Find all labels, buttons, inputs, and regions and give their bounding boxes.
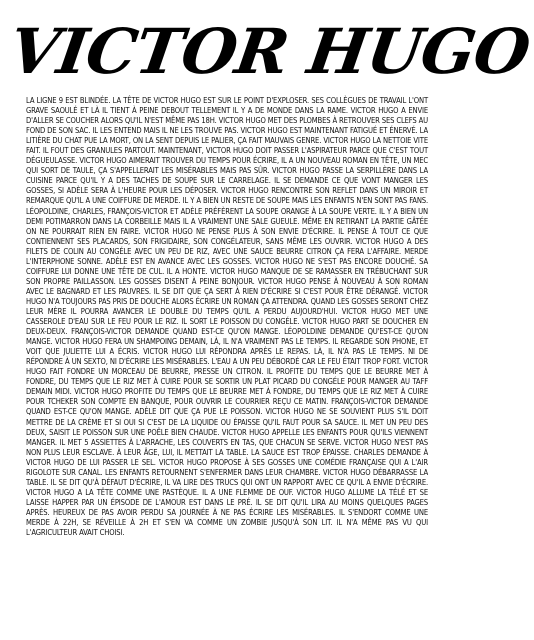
body-block: [26, 96, 428, 628]
document-title: VICTOR HUGO: [4, 15, 534, 88]
title-block: [4, 14, 534, 90]
body-paragraph: LA LIGNE 9 EST BLINDÉE. LA TÊTE DE VICTOR HUGO EST SUR LE POINT D'EXPLOSER. SES COLLÈGUES DE TRAVAIL L'ONT GRAVE SAOULÉ ET LÀ IL TIENT À PEINE DEBOUT TELLEMENT IL Y A DE MONDE DANS LA RAME. VICTOR HUGO A ENVIE D'ALLER SE COUCHER ALORS QU'IL N'EST MÊME PAS 18H. VICTOR HUGO MET DES PLOMBES À RETROUVER SES CLEFS AU FOND DE SON SAC. IL LES ENTEND MAIS IL NE LES TROUVE PAS. VICTOR HUGO EST MAINTENANT FATIGUÉ ET ÉNERVÉ. LA LITIÈRE DU CHAT PUE LA MORT, ON LA SENT DEPUIS LE PALIER, ÇA FAIT MAUVAIS GENRE. VICTOR HUGO LA NETTOIE VITE FAIT. IL FOUT DES GRANULES PARTOUT. MAINTENANT, VICTOR HUGO DOIT PASSER L'ASPIRATEUR PARCE QUE C'EST TOUT DÉGUEULASSE. VICTOR HUGO AIMERAIT TROUVER DU TEMPS POUR ÉCRIRE, IL A UN NOUVEAU ROMAN EN TÊTE, UN MEC QUI SORT DE TAULE, ÇA S'APPELLERAIT LES MISÉRABLES MAIS PAS SÛR. VICTOR HUGO PASSE LA SERPILLÈRE DANS LA CUISINE PARCE QU'IL Y A DES TACHES DE SOUPE SUR LE CARRELAGE. IL SE DEMANDE CE QUE VONT MANGER LES GOSSES, SI ADÈLE SERA À L'HEURE POUR LES DÉPOSER. VICTOR HUGO RENCONTRE SON REFLET DANS UN MIROIR ET REMARQUE QU'IL A UNE COIFFURE DE MERDE. IL Y A BIEN UN RESTE DE SOUPE MAIS LES ENFANTS N'EN SONT PAS FANS. LÉOPOLDINE, CHARLES, FRANÇOIS-VICTOR ET ADÈLE PRÉFÈRENT LA SOUPE ORANGE À LA SOUPE VERTE. IL Y A BIEN UN DEMI POTIMARRON DANS LA CORBEILLE MAIS IL A VRAIMENT UNE SALE GUEULE. MÊME EN RETIRANT LA PARTIE GÂTÉE ON NE POURRAIT RIEN EN FAIRE. VICTOR HUGO NE PENSE PLUS À SON ENVIE D'ÉCRIRE. IL PENSE À TOUT CE QUE CONTIENNENT SES PLACARDS, SON FRIGIDAIRE, SON CONGÉLATEUR, SANS MÊME LES OUVRIR. VICTOR HUGO A DES FILETS DE COLIN AU CONGÉLE AVEC UN PEU DE RIZ, AVEC UNE SAUCE BEURRE CITRON ÇA FERA L'AFFAIRE. MERDE L'INTERPHONE SONNE. ADÈLE EST EN AVANCE AVEC LES GOSSES. VICTOR HUGO NE S'EST PAS ENCORE DOUCHÉ. SA COIFFURE LUI DONNE UNE TÊTE DE CUL. IL A HONTE. VICTOR HUGO MANQUE DE SE RAMASSER EN TRÉBUCHANT SUR SON PROPRE PAILLASSON. LES GOSSES DISENT À PEINE BONJOUR. VICTOR HUGO PENSE À NOUVEAU À SON ROMAN AVEC LE BAGNARD ET LES PAUVRES. IL SE DIT QUE ÇA SERT À RIEN D'ÉCRIRE SI C'EST POUR ÊTRE DÉRANGÉ. VICTOR HUGO N'A TOUJOURS PAS PRIS DE DOUCHE ALORS ÉCRIRE UN ROMAN ÇA ATTENDRA. QUAND LES GOSSES SERONT CHEZ LEUR MÈRE IL POURRA AVANCER LE DOUBLE DU TEMPS QU'IL A PERDU AUJOURD'HUI. VICTOR HUGO MET UNE CASSEROLE D'EAU SUR LE FEU POUR LE RIZ. IL SORT LE POISSON DU CONGÉLE. VICTOR HUGO PART SE DOUCHER EN DEUX-DEUX. FRANÇOIS-VICTOR DEMANDE QUAND EST-CE QU'ON MANGE. LÉOPOLDINE DEMANDE QU'EST-CE QU'ON MANGE. VICTOR HUGO FERA UN SHAMPOING DEMAIN, LÀ, IL N'A VRAIMENT PAS LE TEMPS. IL REGARDE SON PHONE, ET VOIT QUE JULIETTE LUI A ÉCRIS. VICTOR HUGO LUI RÉPONDRA APRÈS LE REPAS. LÀ, IL N'A PAS LE TEMPS. NI DE RÉPONDRE À UN SEXTO, NI D'ÉCRIRE LES MISÉRABLES. L'EAU A UN PEU DÉBORDÉ CAR LE FEU ÉTAIT TROP FORT. VICTOR HUGO FAIT FONDRE UN MORCEAU DE BEURRE, PRESSE UN CITRON. IL PROFITE DU TEMPS QUE LE BEURRE MET À FONDRE, DU TEMPS QUE LE RIZ MET À CUIRE POUR SE SORTIR UN PLAT PICARD DU CONGÉLE POUR MANGER AU TAFF DEMAIN MIDI. VICTOR HUGO PROFITE DU TEMPS QUE LE BEURRE MET À FONDRE, DU TEMPS QUE LE RIZ MET À CUIRE POUR TCHEKER SON COMPTE EN BANQUE, POUR OUVRIR LE COURRIER REÇU CE MATIN. FRANÇOIS-VICTOR DEMANDE QUAND EST-CE QU'ON MANGE. ADÈLE DIT QUE ÇA PUE LE POISSON. VICTOR HUGO NE SE SOUVIENT PLUS S'IL DOIT METTRE DE LA CRÈME ET SI OUI SI C'EST DE LA LIQUIDE OU ÉPAISSE QU'IL FAUT POUR SA SAUCE. IL MET UN PEU DES DEUX, SAISIT LE POISSON SUR UNE POÊLE BIEN CHAUDE. VICTOR HUGO APPELLE LES ENFANTS POUR QU'ILS VIENNENT MANGER. IL MET 5 ASSIETTES À L'ARRACHE, LES COUVERTS EN TAS, QUE CHACUN SE SERVE. VICTOR HUGO N'EST PAS NON PLUS LEUR ESCLAVE. À LEUR ÂGE, LUI, IL METTAIT LA TABLE. LA SAUCE EST TROP ÉPAISSE. CHARLES DEMANDE À VICTOR HUGO DE LUI PASSER LE SEL. VICTOR HUGO PROPOSE À SES GOSSES UNE COMÉDIE FRANÇAISE QUI A L'AIR RIGOLOTE SUR CANAL. LES ENFANTS RETOURNENT S'ENFERMER DANS LEUR CHAMBRE. VICTOR HUGO DÉBARRASSE LA TABLE. IL SE DIT QU'À DÉFAUT D'ÉCRIRE, IL VA LIRE DES TRUCS QUI ONT UN RAPPORT AVEC CE QU'IL A ENVIE D'ÉCRIRE. VICTOR HUGO A LA TÊTE COMME UNE PASTÈQUE. IL A UNE FLEMME DE OUF. VICTOR HUGO ALLUME LA TÉLÉ ET SE LAISSE HAPPER PAR UN ÉPISODE DE L'AMOUR EST DANS LE PRÉ. IL SE DIT QU'IL LIRA AU MOINS QUELQUES PAGES APRÈS. HEUREUX DE PAS AVOIR PERDU SA JOURNÉE À NE PAS ÉCRIRE LES MISÉRABLES. IL S'ENDORT COMME UNE MERDE À 22H, SE RÉVEILLE À 2H ET S'EN VA COMME UN ZOMBIE JUSQU'À SON LIT. IL N'A MÊME PAS VU QUI L'AGRICULTEUR AVAIT CHOISI.: [26, 96, 428, 538]
